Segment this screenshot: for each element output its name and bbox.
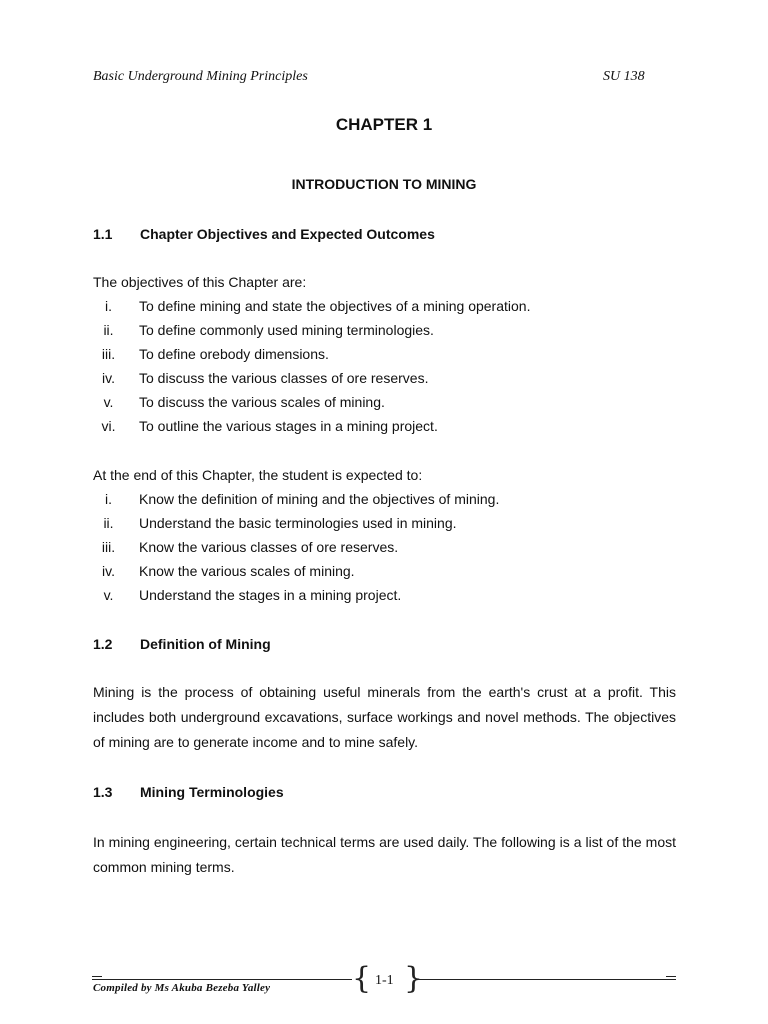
list-marker: ii. (103, 322, 114, 338)
chapter-label: CHAPTER 1 (335, 115, 433, 134)
list-item (93, 298, 531, 314)
list-text: Understand the basic terminologies used in mining. (139, 515, 457, 531)
list-marker: iv. (102, 370, 115, 386)
section-title: Chapter Objectives and Expected Outcomes (140, 226, 435, 242)
left-brace-icon: { (352, 961, 372, 996)
list-text: To discuss the various scales of mining. (139, 394, 385, 410)
footer-credit: Compiled by Ms Akuba Bezeba Yalley (93, 982, 271, 994)
section-number: 1.1 (93, 226, 113, 242)
list-item (93, 563, 355, 579)
section-heading-1-1 (93, 226, 435, 242)
list-text: To define commonly used mining terminologies. (139, 322, 434, 338)
outcomes-intro: At the end of this Chapter, the student is expected to: (93, 467, 423, 483)
terminologies-paragraph: In mining engineering, certain technical terms are used daily. The following is a list of the most common mining terms. (93, 834, 676, 875)
running-header-code: SU 138 (603, 69, 645, 84)
list-item (93, 394, 385, 410)
list-text: Know the definition of mining and the objectives of mining. (139, 491, 500, 507)
right-brace-icon: } (404, 961, 424, 996)
list-item (93, 418, 438, 434)
list-marker: vi. (101, 418, 116, 434)
outcomes-list (93, 491, 693, 616)
list-marker: iii. (101, 539, 116, 555)
running-header-title: Basic Underground Mining Principles (93, 69, 308, 84)
list-text: To define orebody dimensions. (139, 346, 329, 362)
list-text: To outline the various stages in a mining project. (139, 418, 438, 434)
section-heading-1-3 (93, 784, 284, 800)
list-marker: iv. (102, 563, 115, 579)
section-title: Definition of Mining (140, 636, 271, 652)
list-item (93, 346, 329, 362)
objectives-list (93, 298, 693, 448)
list-item (93, 322, 434, 338)
list-item (93, 587, 402, 603)
section-number: 1.3 (93, 784, 113, 800)
footer-rule-tick-left (92, 976, 102, 977)
list-item (93, 370, 429, 386)
list-item (93, 491, 500, 507)
chapter-title: INTRODUCTION TO MINING (291, 176, 477, 192)
footer-rule-left (92, 979, 352, 980)
footer-rule-right (416, 979, 676, 980)
list-marker: i. (105, 491, 112, 507)
list-marker: iii. (101, 346, 116, 362)
section-title: Mining Terminologies (140, 784, 284, 800)
list-text: Understand the stages in a mining project. (139, 587, 402, 603)
list-item (93, 539, 399, 555)
list-marker: i. (105, 298, 112, 314)
page-number: 1-1 (375, 973, 394, 988)
objectives-intro: The objectives of this Chapter are: (93, 274, 307, 290)
list-text: To define mining and state the objectives of a mining operation. (139, 298, 531, 314)
list-marker: v. (103, 587, 114, 603)
section-number: 1.2 (93, 636, 113, 652)
list-item (93, 515, 457, 531)
definition-paragraph: Mining is the process of obtaining useful minerals from the earth's crust at a profit. This includes both underground excavations, surface workings and novel methods. The objectives of mining are to generate income and to mine safely. (93, 684, 676, 750)
section-heading-1-2 (93, 636, 271, 652)
list-text: To discuss the various classes of ore reserves. (139, 370, 429, 386)
footer-rule-tick-right (666, 976, 676, 977)
list-marker: ii. (103, 515, 114, 531)
list-marker: v. (103, 394, 114, 410)
list-text: Know the various scales of mining. (139, 563, 355, 579)
list-text: Know the various classes of ore reserves. (139, 539, 399, 555)
